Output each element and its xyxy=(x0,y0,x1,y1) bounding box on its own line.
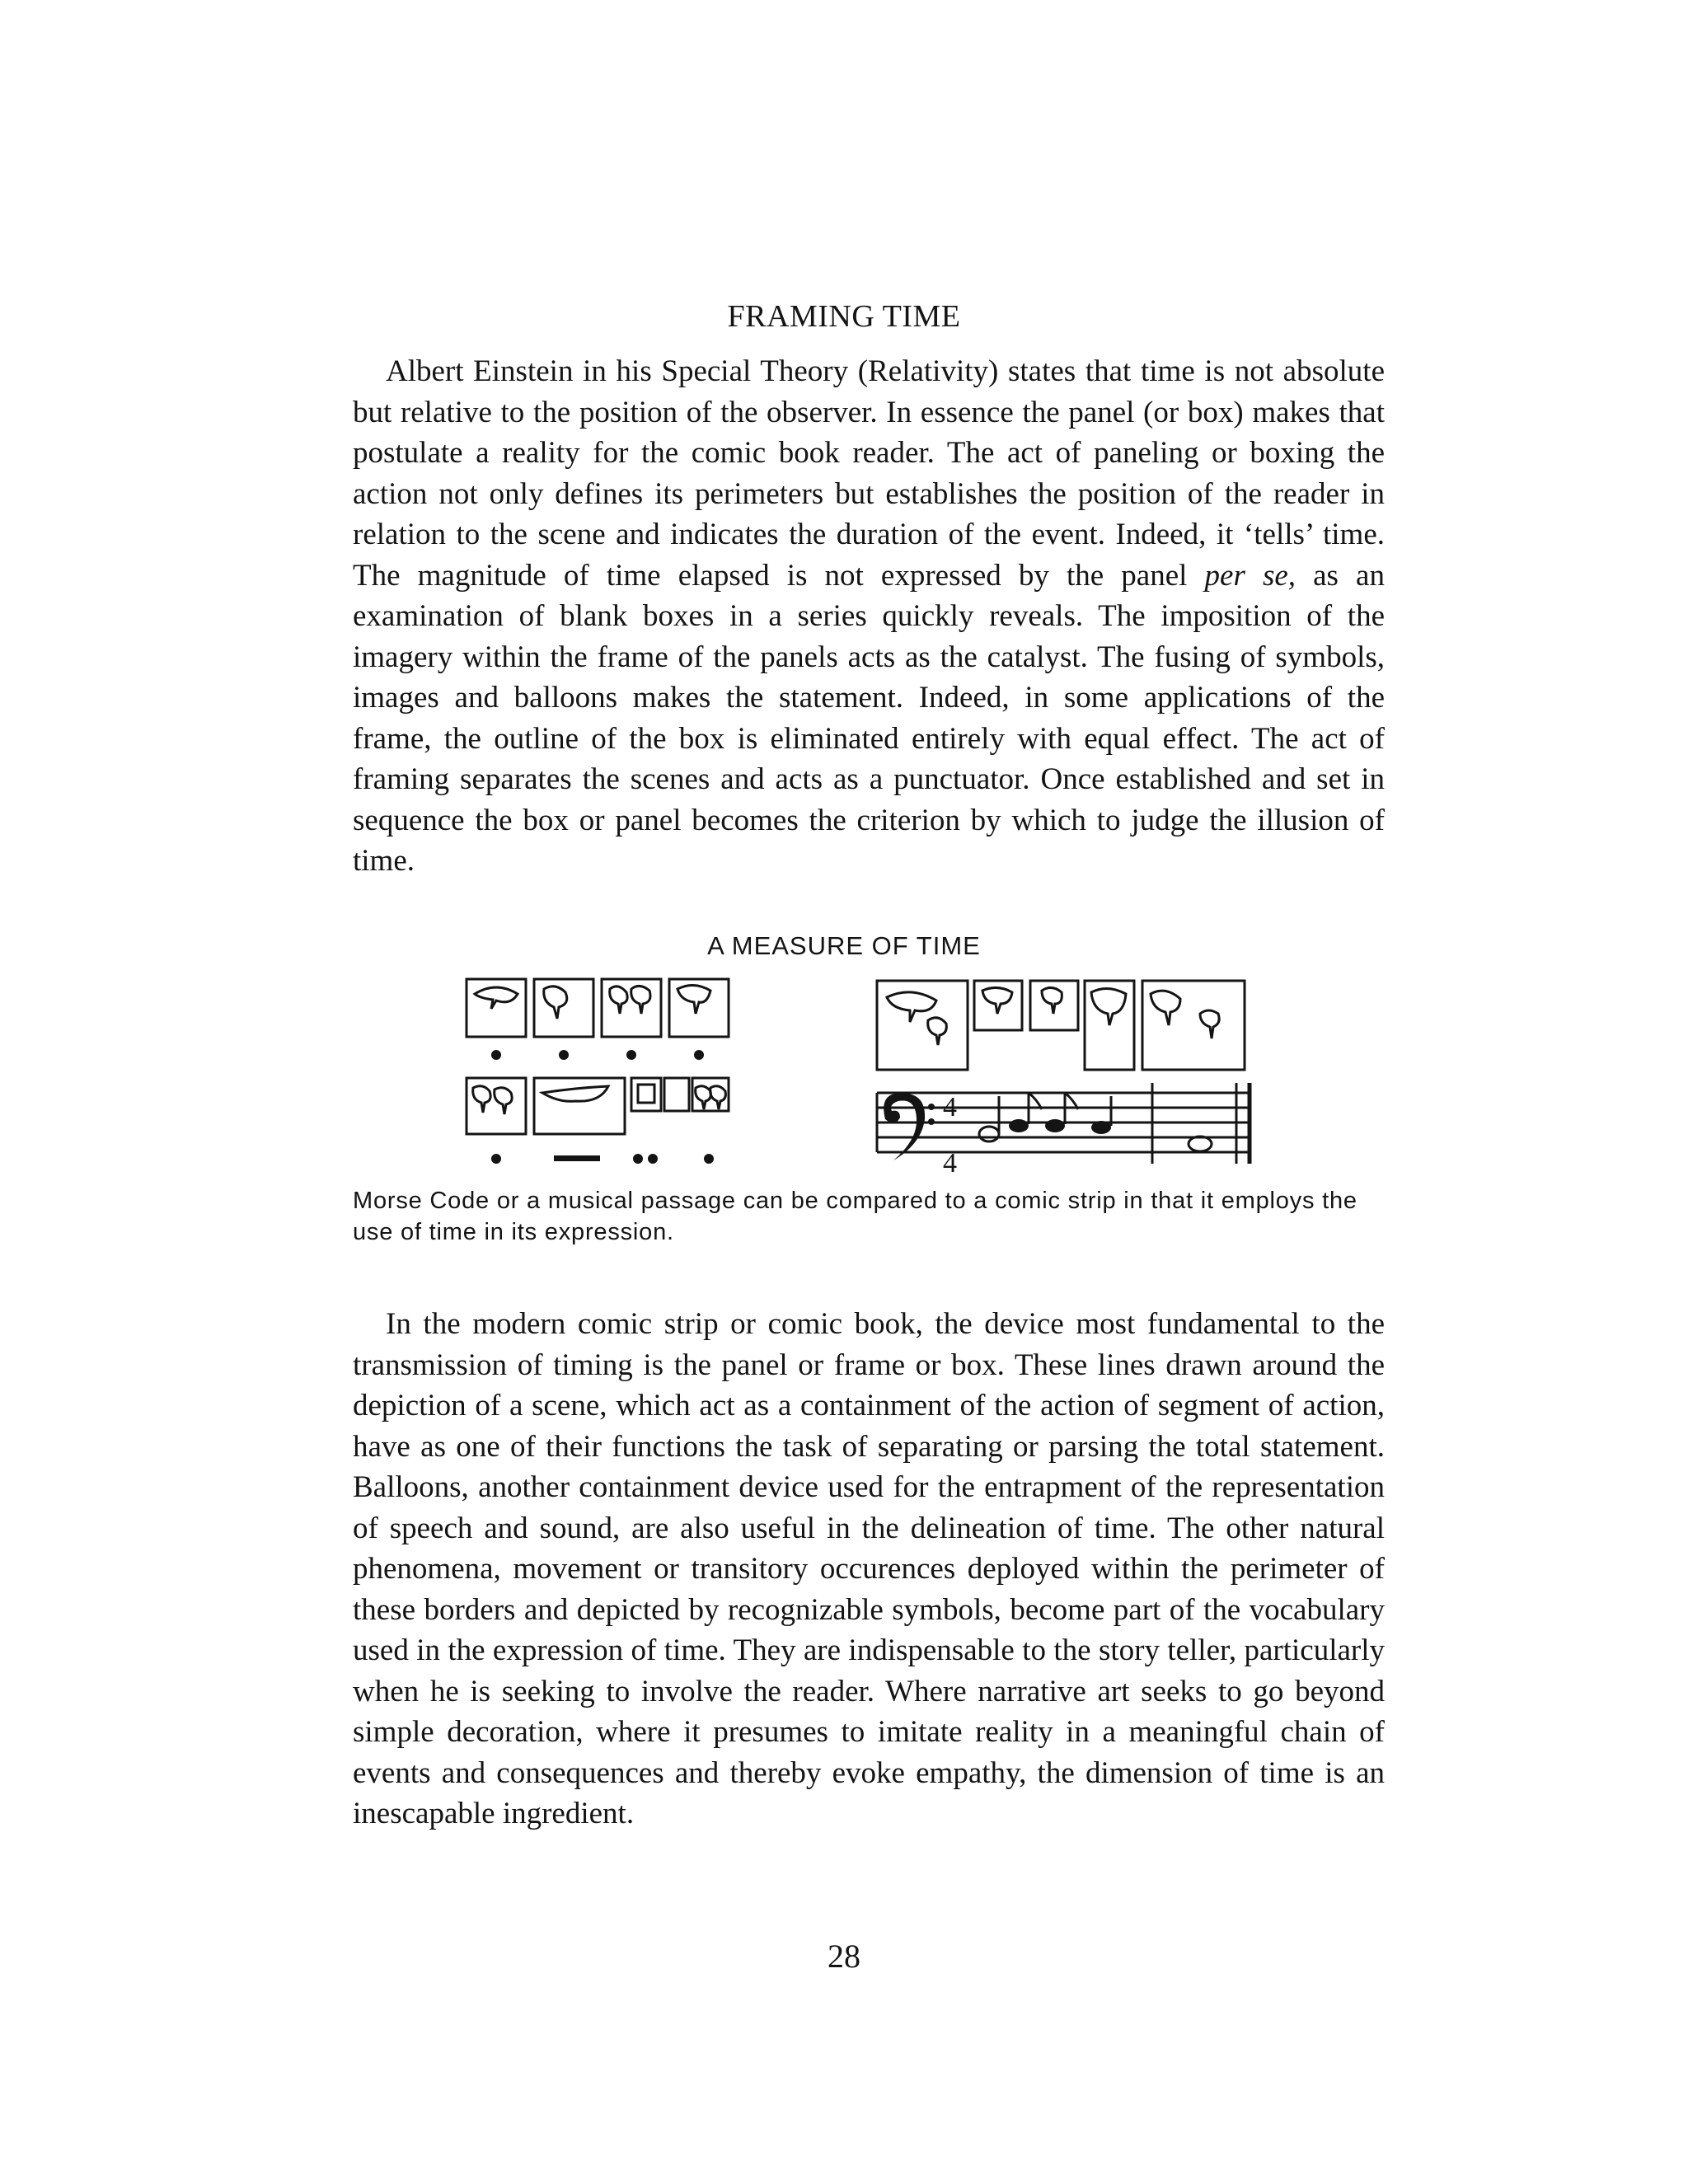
figure-title: A MEASURE OF TIME xyxy=(707,931,981,960)
panel xyxy=(534,1078,625,1134)
panel xyxy=(631,1078,661,1111)
figure-caption: Morse Code or a musical passage can be compared to a comic strip in that it employs the use of time in its expression. xyxy=(353,1188,1357,1245)
paragraph-1-text-a: Albert Einstein in his Special Theory (Relativity) states that time is not absolute but relative to the position of the observer. In essence the panel (or box) makes that postulate a reality for the comic book reader. The act of paneling or boxing the action not only defines its perimeters but establishes the position of the reader in relation to the scene and indicates the duration of the event. Indeed, it ‘tells’ time. The magnitude of time elapsed is not expressed by the panel xyxy=(353,354,1385,593)
paragraph-1-text-b: as an examination of blank boxes in a series quickly reveals. The imposition of the imagery within the frame of the panels acts as the catalyst. The fusing of symbols, images and balloons makes the statement. Indeed, in some applications of the frame, the outline of the box is eliminated entirely with equal effect. The act of framing separates the scenes and acts as a punctuator. Once established and set in sequence the box or panel becomes the criterion by which to judge the illusion of time. xyxy=(353,558,1385,878)
body-paragraph-2: In the modern comic strip or comic book, the device most fundamental to the transmission of timing is the panel or frame or box. These lines drawn around the depiction of a scene, which act as a containment of the action of segment of action, have as one of their functions the task of separating or parsing the total statement. Balloons, another containment device used for the entrapment of the representation of speech and sound, are also useful in the delineation of time. The other natural phenomena, movement or transitory occurences deployed within the perimeter of these borders and depicted by recognizable symbols, become part of the vocabulary used in the expression of time. They are indispensable to the story teller, particularly when he is seeking to involve the reader. Where narrative art seeks to go beyond simple decoration, where it presumes to imitate reality in a meaningful chain of events and consequences and thereby evoke empathy, the dimension of time is an inescapable ingredient. xyxy=(353,1307,1385,1830)
panel xyxy=(534,979,593,1037)
time-signature-top: 4 xyxy=(943,1092,957,1122)
body-paragraph-1 xyxy=(353,351,1385,882)
paragraph-1-italic: per se, xyxy=(1204,558,1296,593)
section-heading: FRAMING TIME xyxy=(727,299,961,334)
morse-panels-illustration xyxy=(462,972,742,1179)
time-signature-bottom: 4 xyxy=(943,1148,957,1179)
panel xyxy=(1142,981,1245,1070)
panel xyxy=(664,1078,689,1111)
page-number: 28 xyxy=(828,1938,860,1975)
music-panels-illustration xyxy=(874,972,1261,1179)
